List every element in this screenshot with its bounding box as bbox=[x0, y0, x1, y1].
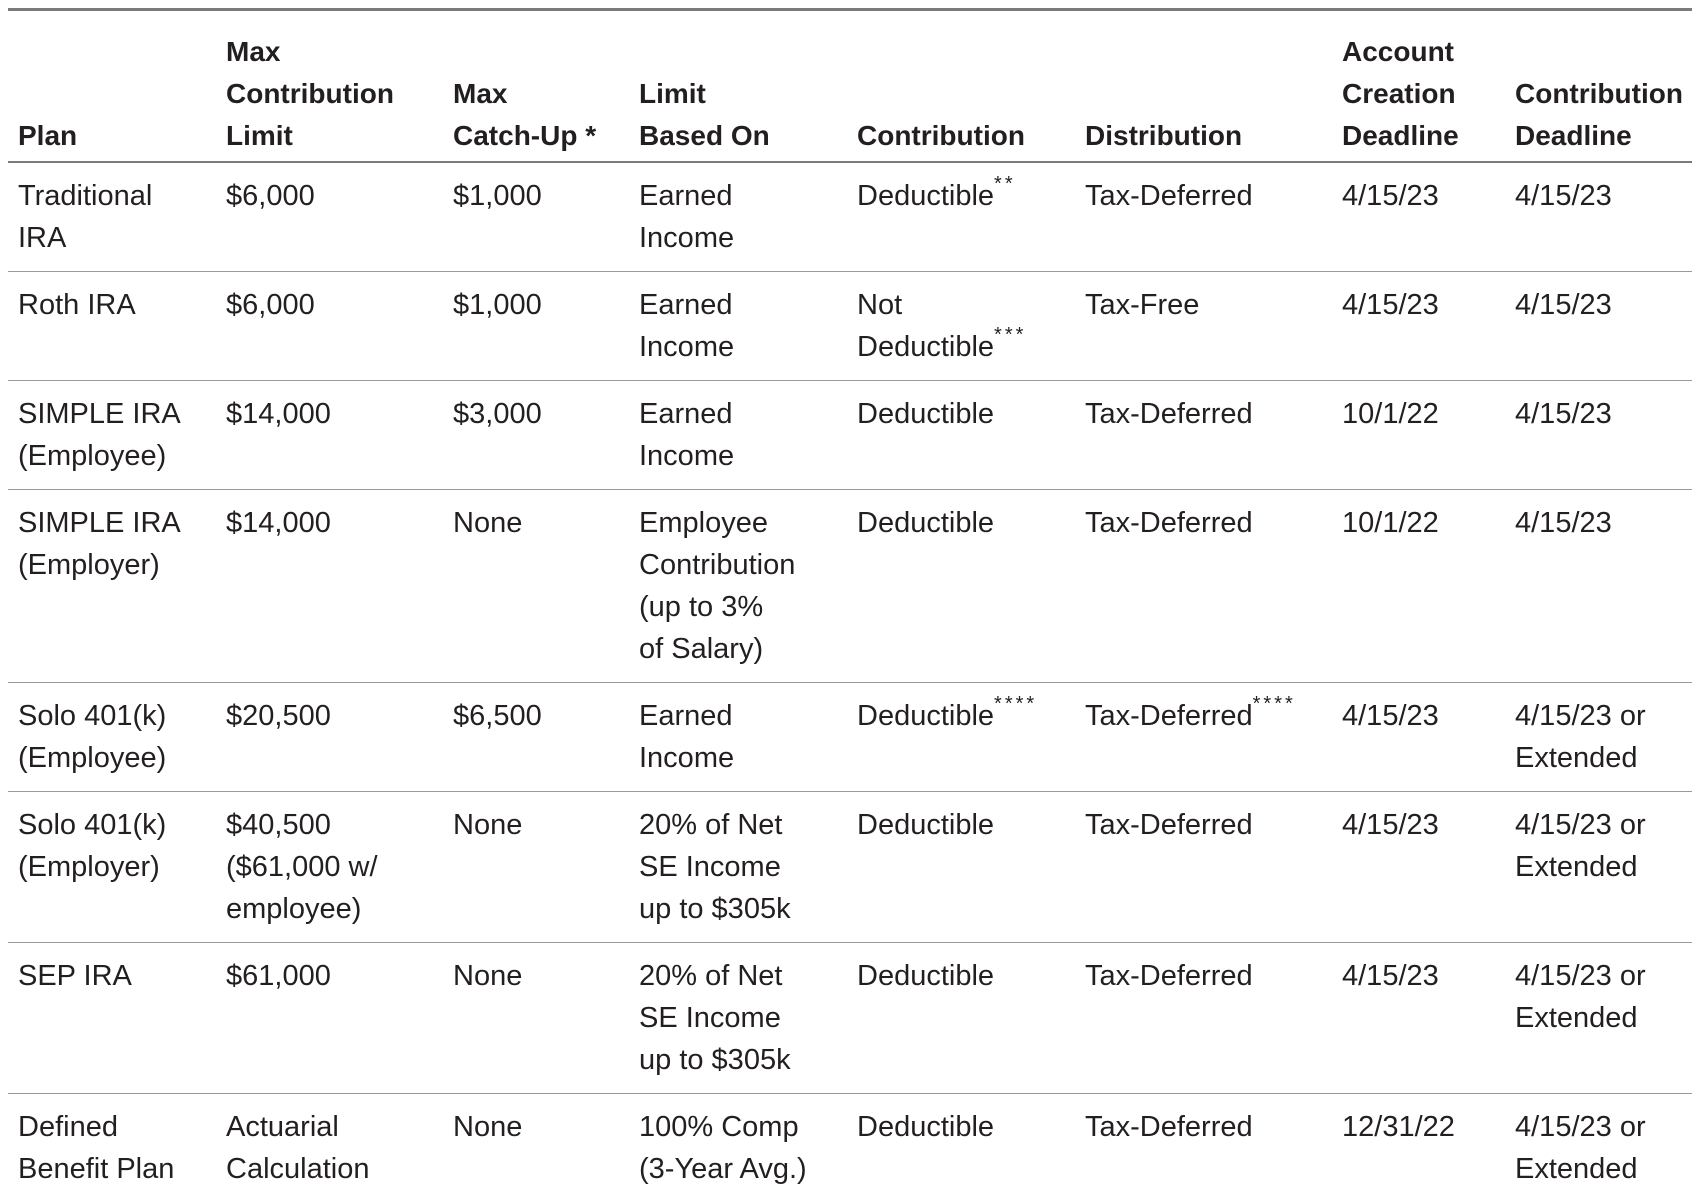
cell-line: Plan bbox=[18, 120, 78, 151]
cell-account-creation-deadline bbox=[1332, 490, 1505, 683]
cell-line: Actuarial bbox=[226, 1111, 339, 1143]
cell-contribution bbox=[847, 792, 1075, 943]
cell-line: 100% Comp bbox=[639, 1111, 799, 1143]
table-row bbox=[8, 1094, 1692, 1191]
cell-line: (Employer) bbox=[18, 851, 160, 883]
cell-line: 4/15/23 bbox=[1342, 180, 1439, 212]
cell-distribution bbox=[1075, 381, 1332, 490]
cell-line: Deductible bbox=[857, 700, 995, 732]
footnote-marker: *** bbox=[994, 324, 1027, 347]
cell-line: Earned bbox=[639, 180, 733, 212]
cell-line: Deductible bbox=[857, 180, 995, 212]
cell-plan bbox=[8, 272, 216, 381]
cell-line: Tax-Deferred bbox=[1085, 960, 1253, 992]
cell-distribution bbox=[1075, 162, 1332, 272]
cell-line: Earned bbox=[639, 398, 733, 430]
cell-line: None bbox=[453, 809, 523, 841]
cell-account-creation-deadline bbox=[1332, 381, 1505, 490]
cell-max-contribution-limit bbox=[216, 490, 443, 683]
cell-line: Max bbox=[453, 78, 508, 109]
cell-distribution bbox=[1075, 683, 1332, 792]
cell-max-catch-up bbox=[443, 1094, 629, 1191]
cell-line: $14,000 bbox=[226, 507, 331, 539]
cell-line: Extended bbox=[1515, 1153, 1638, 1185]
cell-max-catch-up bbox=[443, 381, 629, 490]
cell-line: Limit bbox=[639, 78, 706, 109]
footnote-marker: ** bbox=[994, 173, 1016, 196]
cell-line: $40,500 bbox=[226, 809, 331, 841]
cell-line: Deductible bbox=[857, 507, 995, 539]
cell-max-catch-up bbox=[443, 490, 629, 683]
cell-line: of Salary) bbox=[639, 633, 764, 665]
cell-line: 4/15/23 bbox=[1342, 289, 1439, 321]
cell-line: SE Income bbox=[639, 1002, 781, 1034]
cell-line: 4/15/23 bbox=[1515, 507, 1612, 539]
cell-distribution bbox=[1075, 1094, 1332, 1191]
table-header bbox=[8, 10, 1692, 163]
cell-plan bbox=[8, 490, 216, 683]
retirement-plan-table-container bbox=[8, 8, 1692, 1191]
cell-line: 4/15/23 bbox=[1342, 809, 1439, 841]
cell-line: SE Income bbox=[639, 851, 781, 883]
table-row bbox=[8, 162, 1692, 272]
cell-line: Defined bbox=[18, 1111, 118, 1143]
cell-line: 10/1/22 bbox=[1342, 507, 1439, 539]
header-contribution-deadline bbox=[1505, 10, 1692, 163]
cell-limit-based-on bbox=[629, 792, 847, 943]
cell-line: IRA bbox=[18, 222, 67, 254]
cell-contribution bbox=[847, 272, 1075, 381]
cell-contribution-deadline bbox=[1505, 272, 1692, 381]
cell-line: up to $305k bbox=[639, 1044, 791, 1076]
cell-line: Earned bbox=[639, 289, 733, 321]
cell-line: 4/15/23 or bbox=[1515, 960, 1646, 992]
cell-line: Income bbox=[639, 742, 735, 774]
cell-plan bbox=[8, 381, 216, 490]
cell-line: Tax-Deferred bbox=[1085, 809, 1253, 841]
cell-plan bbox=[8, 683, 216, 792]
cell-max-contribution-limit bbox=[216, 792, 443, 943]
cell-line: 4/15/23 bbox=[1342, 700, 1439, 732]
footnote-marker: **** bbox=[1252, 693, 1296, 716]
cell-line: $6,000 bbox=[226, 180, 315, 212]
cell-line: Deductible bbox=[857, 960, 995, 992]
cell-contribution-deadline bbox=[1505, 381, 1692, 490]
cell-line: 4/15/23 bbox=[1515, 398, 1612, 430]
cell-line: Roth IRA bbox=[18, 289, 136, 321]
cell-line: 12/31/22 bbox=[1342, 1111, 1455, 1143]
cell-line: Tax-Deferred bbox=[1085, 398, 1253, 430]
cell-account-creation-deadline bbox=[1332, 162, 1505, 272]
cell-line: SEP IRA bbox=[18, 960, 132, 992]
cell-line: Not bbox=[857, 289, 903, 321]
cell-line: 4/15/23 or bbox=[1515, 700, 1646, 732]
cell-account-creation-deadline bbox=[1332, 1094, 1505, 1191]
table-row bbox=[8, 272, 1692, 381]
table-row bbox=[8, 943, 1692, 1094]
cell-line: Solo 401(k) bbox=[18, 700, 167, 732]
cell-line: Limit bbox=[226, 120, 293, 151]
cell-line: 4/15/23 bbox=[1342, 960, 1439, 992]
cell-line: None bbox=[453, 960, 523, 992]
cell-max-catch-up bbox=[443, 162, 629, 272]
cell-line: Deductible bbox=[857, 331, 995, 363]
cell-line: Extended bbox=[1515, 1002, 1638, 1034]
cell-limit-based-on bbox=[629, 162, 847, 272]
cell-line: SIMPLE IRA bbox=[18, 507, 181, 539]
cell-distribution bbox=[1075, 490, 1332, 683]
header-contribution bbox=[847, 10, 1075, 163]
cell-line: None bbox=[453, 507, 523, 539]
header-max-contribution-limit bbox=[216, 10, 443, 163]
cell-line: Deductible bbox=[857, 809, 995, 841]
header-max-catch-up bbox=[443, 10, 629, 163]
cell-distribution bbox=[1075, 943, 1332, 1094]
cell-account-creation-deadline bbox=[1332, 683, 1505, 792]
table-body bbox=[8, 162, 1692, 1191]
cell-line: Tax-Free bbox=[1085, 289, 1200, 321]
cell-max-catch-up bbox=[443, 683, 629, 792]
cell-line: $61,000 bbox=[226, 960, 331, 992]
cell-line: Distribution bbox=[1085, 120, 1243, 151]
cell-line: employee) bbox=[226, 893, 362, 925]
cell-max-contribution-limit bbox=[216, 272, 443, 381]
cell-line: (Employer) bbox=[18, 549, 160, 581]
cell-line: Catch-Up * bbox=[453, 120, 597, 151]
cell-line: Deductible bbox=[857, 1111, 995, 1143]
cell-line: Income bbox=[639, 331, 735, 363]
footnote-marker: **** bbox=[994, 693, 1038, 716]
cell-account-creation-deadline bbox=[1332, 272, 1505, 381]
cell-line: $6,000 bbox=[226, 289, 315, 321]
cell-line: Tax-Deferred bbox=[1085, 507, 1253, 539]
cell-account-creation-deadline bbox=[1332, 792, 1505, 943]
cell-limit-based-on bbox=[629, 490, 847, 683]
cell-line: Benefit Plan bbox=[18, 1153, 175, 1185]
cell-line: Creation bbox=[1342, 78, 1456, 109]
header-account-creation-deadline bbox=[1332, 10, 1505, 163]
cell-contribution-deadline bbox=[1505, 943, 1692, 1094]
cell-line: 4/15/23 bbox=[1515, 180, 1612, 212]
cell-line: Income bbox=[639, 222, 735, 254]
cell-line: 4/15/23 or bbox=[1515, 1111, 1646, 1143]
cell-line: $14,000 bbox=[226, 398, 331, 430]
cell-max-catch-up bbox=[443, 272, 629, 381]
cell-line: Contribution bbox=[226, 78, 394, 109]
cell-distribution bbox=[1075, 272, 1332, 381]
cell-line: up to $305k bbox=[639, 893, 791, 925]
cell-line: $6,500 bbox=[453, 700, 542, 732]
header-plan bbox=[8, 10, 216, 163]
cell-line: Employee bbox=[639, 507, 768, 539]
cell-contribution-deadline bbox=[1505, 490, 1692, 683]
header-distribution bbox=[1075, 10, 1332, 163]
table-row bbox=[8, 792, 1692, 943]
cell-plan bbox=[8, 943, 216, 1094]
cell-line: Traditional bbox=[18, 180, 153, 212]
cell-max-contribution-limit bbox=[216, 1094, 443, 1191]
cell-line: 20% of Net bbox=[639, 809, 783, 841]
retirement-plan-table bbox=[8, 8, 1692, 1191]
cell-plan bbox=[8, 162, 216, 272]
cell-contribution-deadline bbox=[1505, 792, 1692, 943]
cell-line: (Employee) bbox=[18, 440, 167, 472]
cell-line: (up to 3% bbox=[639, 591, 764, 623]
cell-line: Tax-Deferred bbox=[1085, 180, 1253, 212]
header-limit-based-on bbox=[629, 10, 847, 163]
cell-line: 20% of Net bbox=[639, 960, 783, 992]
cell-line: 4/15/23 or bbox=[1515, 809, 1646, 841]
cell-line: None bbox=[453, 1111, 523, 1143]
cell-account-creation-deadline bbox=[1332, 943, 1505, 1094]
cell-contribution-deadline bbox=[1505, 683, 1692, 792]
table-row bbox=[8, 490, 1692, 683]
cell-limit-based-on bbox=[629, 381, 847, 490]
cell-limit-based-on bbox=[629, 272, 847, 381]
cell-line: Account bbox=[1342, 36, 1454, 67]
cell-line: Solo 401(k) bbox=[18, 809, 167, 841]
cell-line: Contribution bbox=[1515, 78, 1683, 109]
cell-max-catch-up bbox=[443, 943, 629, 1094]
cell-line: (3-Year Avg.) bbox=[639, 1153, 807, 1185]
cell-max-catch-up bbox=[443, 792, 629, 943]
cell-contribution bbox=[847, 490, 1075, 683]
cell-line: Deadline bbox=[1342, 120, 1459, 151]
cell-line: SIMPLE IRA bbox=[18, 398, 181, 430]
cell-contribution bbox=[847, 943, 1075, 1094]
cell-line: Max bbox=[226, 36, 281, 67]
cell-line: Tax-Deferred bbox=[1085, 1111, 1253, 1143]
cell-line: ($61,000 w/ bbox=[226, 851, 378, 883]
cell-line: Deductible bbox=[857, 398, 995, 430]
cell-line: $3,000 bbox=[453, 398, 542, 430]
cell-line: Contribution bbox=[639, 549, 796, 581]
table-row bbox=[8, 683, 1692, 792]
cell-line: Calculation bbox=[226, 1153, 370, 1185]
cell-max-contribution-limit bbox=[216, 943, 443, 1094]
table-row bbox=[8, 381, 1692, 490]
cell-line: Extended bbox=[1515, 742, 1638, 774]
cell-line: (Employee) bbox=[18, 742, 167, 774]
cell-limit-based-on bbox=[629, 1094, 847, 1191]
cell-contribution bbox=[847, 1094, 1075, 1191]
cell-distribution bbox=[1075, 792, 1332, 943]
cell-line: Contribution bbox=[857, 120, 1025, 151]
cell-line: Income bbox=[639, 440, 735, 472]
cell-max-contribution-limit bbox=[216, 683, 443, 792]
cell-line: 10/1/22 bbox=[1342, 398, 1439, 430]
cell-line: Tax-Deferred bbox=[1085, 700, 1253, 732]
cell-line: Deadline bbox=[1515, 120, 1632, 151]
cell-plan bbox=[8, 792, 216, 943]
cell-limit-based-on bbox=[629, 683, 847, 792]
cell-contribution-deadline bbox=[1505, 162, 1692, 272]
cell-line: $1,000 bbox=[453, 180, 542, 212]
cell-max-contribution-limit bbox=[216, 162, 443, 272]
cell-line: 4/15/23 bbox=[1515, 289, 1612, 321]
cell-contribution bbox=[847, 683, 1075, 792]
cell-line: Based On bbox=[639, 120, 770, 151]
cell-line: Earned bbox=[639, 700, 733, 732]
cell-contribution bbox=[847, 162, 1075, 272]
cell-plan bbox=[8, 1094, 216, 1191]
cell-limit-based-on bbox=[629, 943, 847, 1094]
cell-line: $20,500 bbox=[226, 700, 331, 732]
cell-contribution bbox=[847, 381, 1075, 490]
header-row bbox=[8, 10, 1692, 163]
cell-line: Extended bbox=[1515, 851, 1638, 883]
cell-contribution-deadline bbox=[1505, 1094, 1692, 1191]
cell-line: $1,000 bbox=[453, 289, 542, 321]
cell-max-contribution-limit bbox=[216, 381, 443, 490]
